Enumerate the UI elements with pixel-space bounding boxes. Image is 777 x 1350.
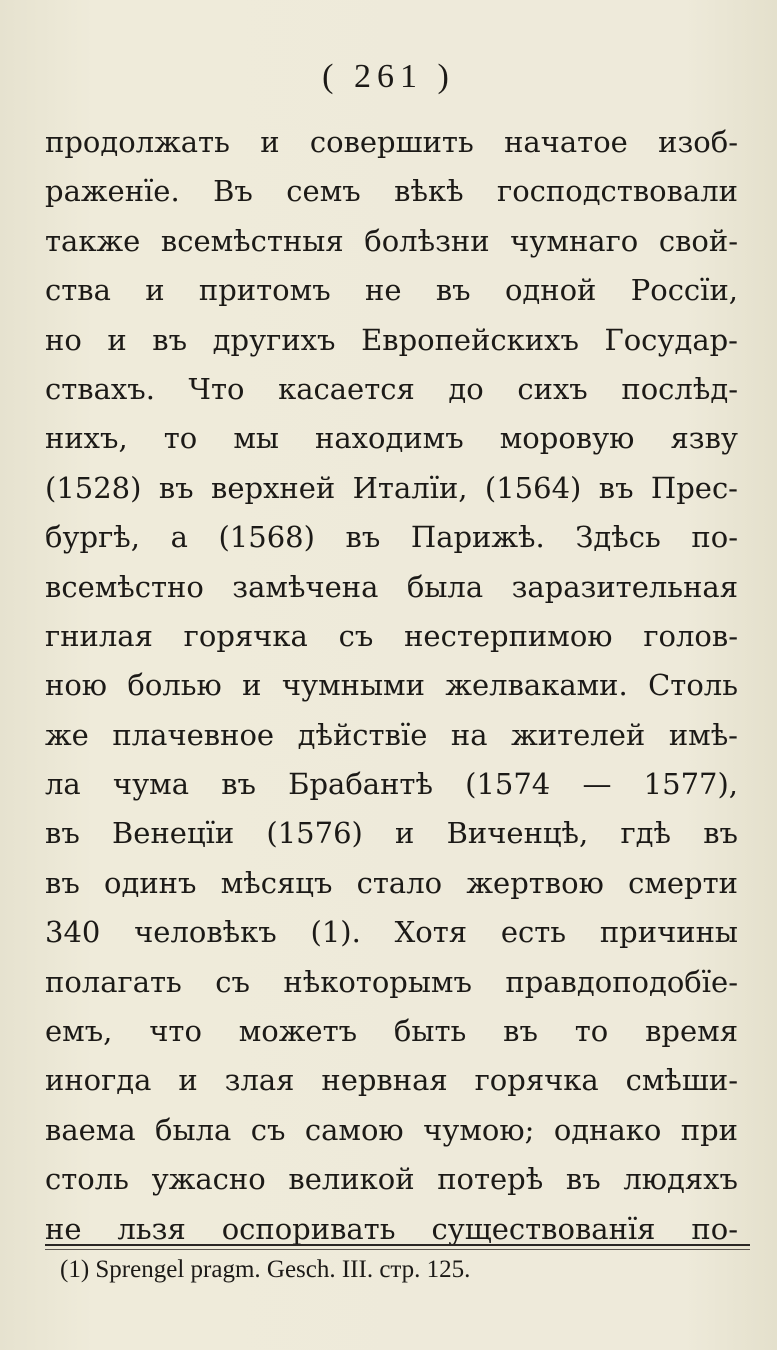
text-line: ною болью и чумными желваками. Столь xyxy=(45,668,738,703)
body-text xyxy=(45,118,738,1254)
text-line: въ Венецїи (1576) и Виченцѣ, гдѣ въ xyxy=(45,816,738,851)
text-line: емъ, что можетъ быть въ то время xyxy=(45,1014,738,1049)
text-line: 340 человѣкъ (1). Хотя есть причины xyxy=(45,915,738,950)
text-line: ства и притомъ не въ одной Россїи, xyxy=(45,273,738,308)
text-line: столь ужасно великой потерѣ въ людяхъ xyxy=(45,1162,738,1197)
text-line: (1528) въ верхней Италїи, (1564) въ Прес- xyxy=(45,470,738,505)
text-line: продолжать и совершить начатое изоб- xyxy=(45,125,738,159)
text-line: гнилая горячка съ нестерпимою голов- xyxy=(45,618,738,653)
text-line: всемѣстно замѣчена была заразительная xyxy=(45,569,738,604)
text-line: иногда и злая нервная горячка смѣши- xyxy=(45,1063,738,1098)
text-line: полагать съ нѣкоторымъ правдоподобїе- xyxy=(45,964,738,999)
text-line: также всемѣстныя болѣзни чумнаго свой- xyxy=(45,223,738,258)
text-line: нихъ, то мы находимъ моровую язву xyxy=(45,421,738,456)
footnote: (1) Sprengel pragm. Gesch. III. стр. 125. xyxy=(60,1256,471,1283)
text-line: но и въ другихъ Европейскихъ Государ- xyxy=(45,322,738,357)
text-line: въ одинъ мѣсяцъ стало жертвою смерти xyxy=(45,865,738,900)
footnote-divider-thin xyxy=(45,1249,750,1250)
text-line: ствахъ. Что касается до сихъ послѣд- xyxy=(45,371,738,406)
text-line: ваема была съ самою чумою; однако при xyxy=(45,1112,738,1147)
text-line: раженїе. Въ семъ вѣкѣ господствовали xyxy=(45,174,738,209)
text-line: ла чума въ Брабантѣ (1574 — 1577), xyxy=(45,767,738,802)
footnote-divider xyxy=(45,1244,750,1246)
page-number: ( 261 ) xyxy=(322,58,455,95)
text-line: не льзя оспоривать существованїя по- xyxy=(45,1211,738,1246)
text-line: бургѣ, а (1568) въ Парижѣ. Здѣсь по- xyxy=(45,520,738,555)
text-line: же плачевное дѣйствїе на жителей имѣ- xyxy=(45,717,738,752)
